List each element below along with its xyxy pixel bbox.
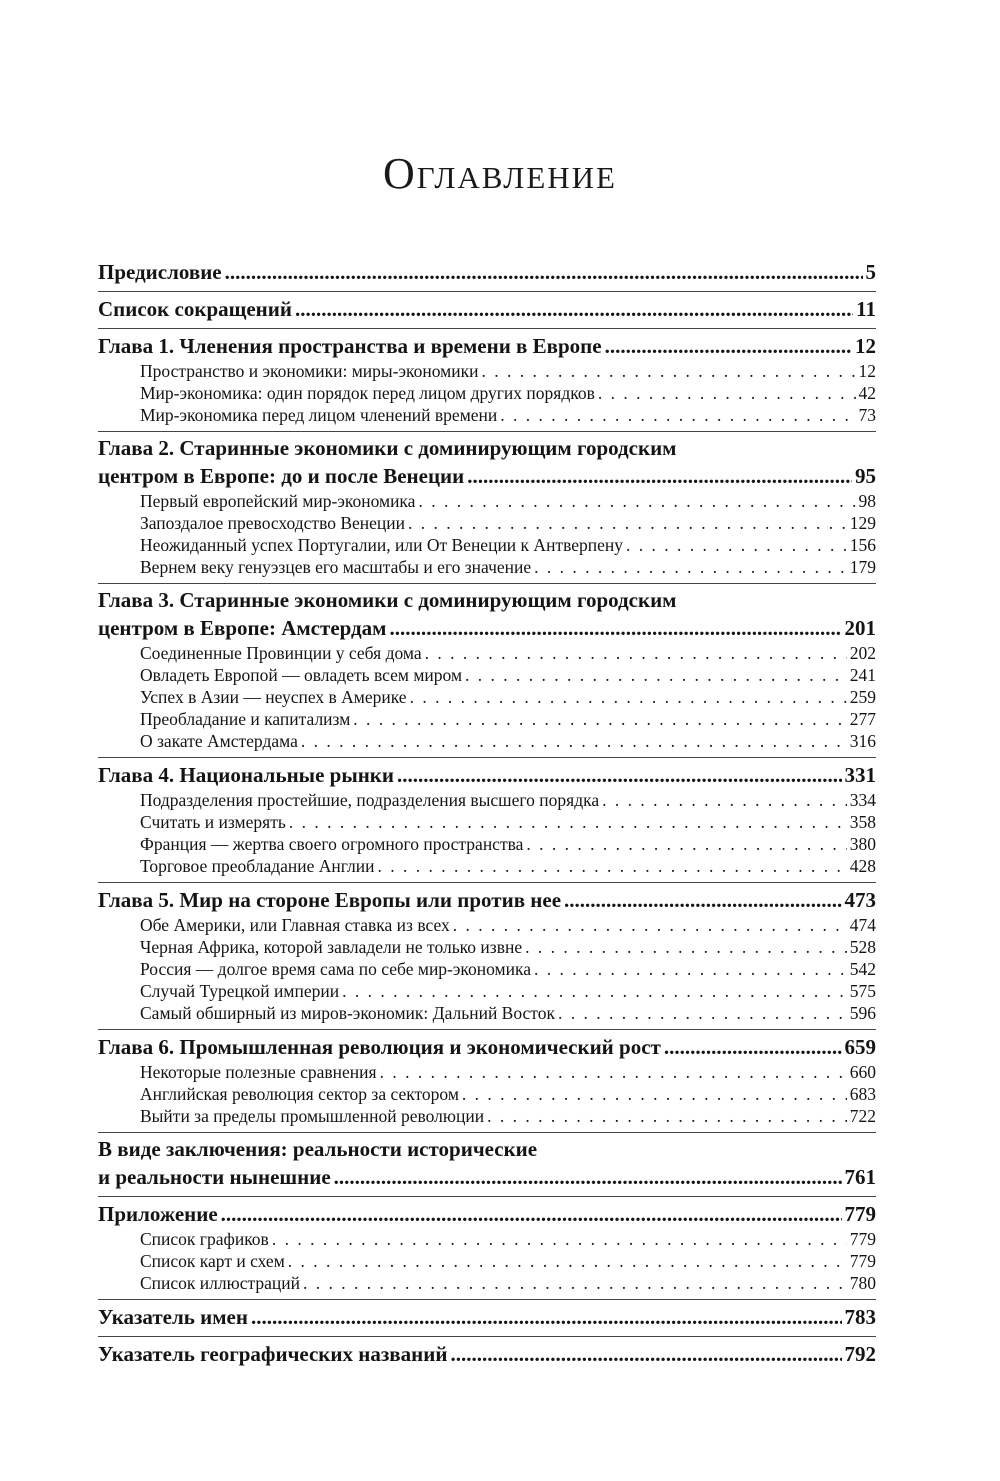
toc-sub-entry-line [98,855,876,877]
toc-sub-entry-page: 202 [849,643,876,663]
toc-sub-entry-title: Обе Америки, или Главная ставка из всех [140,915,450,935]
toc-main-entry-line [98,1200,876,1228]
toc-sub-entry-line [98,1105,876,1127]
toc-sub-entry-line [98,811,876,833]
toc-sub-entry-page: 129 [849,513,876,533]
toc-main-entry-title-lead: В виде заключения: реальности исторические [98,1137,538,1161]
toc-main-entry-title: Указатель имен [98,1305,248,1329]
toc-main-entry-line [98,1340,876,1368]
toc-main-entry[interactable] [98,1033,876,1061]
dot-leader [221,1200,842,1228]
toc-sub-entry-title: Франция — жертва своего огромного пространства [140,834,524,854]
toc-sub-entry[interactable] [98,556,876,578]
toc-main-entry-title: Указатель географических названий [98,1342,448,1366]
toc-sub-entry[interactable] [98,730,876,752]
toc-sub-entry[interactable] [98,833,876,855]
toc-sub-entry-page: 542 [849,959,876,979]
toc-main-entry-title: Глава 1. Членения пространства и времени в Европе [98,334,602,358]
toc-main-entry[interactable] [98,258,876,286]
toc-main-entry[interactable] [98,1136,876,1191]
toc-main-entry[interactable] [98,587,876,642]
toc-sub-entry-page: 660 [849,1062,876,1082]
toc-sub-entry[interactable] [98,708,876,730]
toc-sub-entry-line [98,664,876,686]
toc-main-entry[interactable] [98,886,876,914]
toc-sub-entry-title: Английская революция сектор за сектором [140,1084,459,1104]
toc-sub-entry-line [98,914,876,936]
toc-sub-entry-page: 722 [849,1106,876,1126]
dot-leader [288,1250,847,1272]
toc-sub-entry-page: 528 [849,937,876,957]
toc-sub-entry-page: 474 [849,915,876,935]
dot-leader [450,1340,841,1368]
toc-main-entry-title: Приложение [98,1202,218,1226]
dot-leader [481,360,855,382]
dot-leader [465,664,847,686]
toc-main-entry[interactable] [98,1340,876,1368]
toc-sub-entry-title: Список иллюстраций [140,1273,300,1293]
toc-main-entry-line [98,614,876,642]
toc-sub-entry-line [98,936,876,958]
toc-group [98,761,876,879]
dot-leader [380,1061,847,1083]
toc-main-entry[interactable] [98,1303,876,1331]
toc-sub-entry[interactable] [98,914,876,936]
dot-leader [334,1163,842,1191]
toc-main-entry-lead-line [98,587,876,614]
toc-sub-entry-page: 334 [849,790,876,810]
toc-sub-entry[interactable] [98,1002,876,1024]
toc-sub-entry-page: 12 [858,361,876,381]
toc-sub-entry-page: 380 [849,834,876,854]
toc-sub-entry-page: 42 [858,383,876,403]
dot-leader [301,730,847,752]
toc-sub-entry[interactable] [98,642,876,664]
toc-main-entry-title: Предисловие [98,260,222,284]
toc-sub-entry-title: Считать и измерять [140,812,286,832]
toc-sub-entry-page: 428 [849,856,876,876]
page-title: Оглавление [383,149,617,198]
toc-main-entry-page: 761 [844,1165,876,1189]
dot-leader [378,855,847,877]
dot-leader [525,936,847,958]
toc-sub-entry-line [98,789,876,811]
toc-sub-entry[interactable] [98,1061,876,1083]
toc-sub-entry-line [98,404,876,426]
toc-main-entry-title-lead: Глава 2. Старинные экономики с доминирующим городским [98,436,677,460]
toc-group [98,587,876,754]
toc-sub-entry[interactable] [98,404,876,426]
toc-sub-entry-line [98,1002,876,1024]
toc-sub-entry-page: 779 [849,1251,876,1271]
section-divider [98,1336,876,1337]
toc-main-entry-page: 659 [844,1035,876,1059]
toc-main-entry-page: 779 [844,1202,876,1226]
toc-sub-entry[interactable] [98,855,876,877]
dot-leader [289,811,847,833]
toc-sub-entry-line [98,382,876,404]
toc-sub-entry-title: Черная Африка, которой завладели не только извне [140,937,523,957]
toc-sub-entry[interactable] [98,789,876,811]
toc-main-entry-title: Глава 4. Национальные рынки [98,763,395,787]
toc-sub-entry-title: Случай Турецкой империи [140,981,340,1001]
toc-sub-entry-page: 277 [849,709,876,729]
toc-sub-entry-title: Пространство и экономики: миры-экономики [140,361,479,381]
toc-group [98,1200,876,1296]
toc-main-entry-title: Глава 5. Мир на стороне Европы или против нее [98,888,562,912]
toc-sub-entry[interactable] [98,686,876,708]
toc-main-entry-title-lead: Глава 3. Старинные экономики с доминирующим городским [98,588,677,612]
toc-sub-entry-line [98,490,876,512]
toc-sub-entry-title: Подразделения простейшие, подразделения высшего порядка [140,790,600,810]
toc-sub-entry-line [98,1061,876,1083]
dot-leader [389,614,841,642]
section-divider [98,757,876,758]
toc-main-entry-page: 11 [856,297,876,321]
toc-group [98,258,876,288]
toc-sub-entry[interactable] [98,512,876,534]
toc-main-entry-title: Глава 6. Промышленная революция и экономический рост [98,1035,661,1059]
toc-main-entry-page: 792 [844,1342,876,1366]
section-divider [98,431,876,432]
toc-main-entry-line [98,258,876,286]
toc-sub-entry-title: Запоздалое превосходство Венеции [140,513,406,533]
dot-leader [626,534,847,556]
section-divider [98,882,876,883]
toc-main-entry[interactable] [98,435,876,490]
toc-sub-entry-line [98,642,876,664]
toc-sub-entry[interactable] [98,382,876,404]
toc-main-entry-title: и реальности нынешние [98,1165,331,1189]
toc-main-entry-page: 201 [844,616,876,640]
dot-leader [418,490,855,512]
dot-leader [564,886,841,914]
toc-sub-entry-line [98,1250,876,1272]
toc-sub-entry-title: Успех в Азии — неуспех в Америке [140,687,407,707]
dot-leader [453,914,847,936]
toc-sub-entry-title: Самый обширный из миров-экономик: Дальний Восток [140,1003,555,1023]
toc-sub-entry-title: Неожиданный успех Португалии, или От Венеции к Антверпену [140,535,624,555]
toc-sub-entry[interactable] [98,360,876,382]
dot-leader [462,1083,847,1105]
toc-sub-entry-title: Овладеть Европой — овладеть всем миром [140,665,463,685]
toc-sub-entry[interactable] [98,1272,876,1294]
toc-sub-entry-title: Выйти за пределы промышленной революции [140,1106,485,1126]
dot-leader [602,789,847,811]
toc-sub-entry[interactable] [98,936,876,958]
toc-sub-entry[interactable] [98,1228,876,1250]
dot-leader [225,258,863,286]
toc-sub-entry-title: Список карт и схем [140,1251,285,1271]
toc-main-entry-line [98,1303,876,1331]
toc-group [98,1033,876,1129]
toc-main-entry[interactable] [98,332,876,360]
toc-group [98,332,876,428]
toc-group [98,1340,876,1370]
toc-sub-entry-title: О закате Амстердама [140,731,298,751]
toc-main-entry-lead-line [98,1136,876,1163]
toc-sub-entry-title: Список графиков [140,1229,269,1249]
toc-main-entry[interactable] [98,295,876,323]
dot-leader [303,1272,847,1294]
section-divider [98,1132,876,1133]
toc-sub-entry[interactable] [98,980,876,1002]
dot-leader [598,382,856,404]
toc-sub-entry-line [98,534,876,556]
dot-leader [487,1105,847,1127]
toc-main-entry-title: центром в Европе: Амстердам [98,616,387,640]
dot-leader [558,1002,847,1024]
toc-main-entry-page: 5 [865,260,876,284]
toc-main-entry-page: 95 [855,464,876,488]
toc-main-entry-page: 331 [844,763,876,787]
toc-sub-entry-line [98,708,876,730]
toc-sub-entry-line [98,1272,876,1294]
section-divider [98,583,876,584]
toc-sub-entry-page: 73 [858,405,876,425]
toc-main-entry-line [98,761,876,789]
toc-main-entry-page: 12 [855,334,876,358]
toc-sub-entry-title: Соединенные Провинции у себя дома [140,643,422,663]
dot-leader [500,404,855,426]
toc-sub-entry[interactable] [98,1083,876,1105]
toc-sub-entry-line [98,1228,876,1250]
toc-group [98,295,876,325]
toc-sub-entry-line [98,833,876,855]
toc-group [98,1136,876,1193]
dot-leader [251,1303,842,1331]
toc-sub-entry-page: 156 [849,535,876,555]
toc-sub-entry-line [98,686,876,708]
table-of-contents [98,258,876,1370]
toc-sub-entry-page: 98 [858,491,876,511]
toc-group [98,435,876,580]
dot-leader [526,833,846,855]
toc-sub-entry-page: 779 [849,1229,876,1249]
toc-sub-entry-title: Торговое преобладание Англии [140,856,375,876]
toc-sub-entry-title: Мир-экономика: один порядок перед лицом других порядков [140,383,595,403]
toc-main-entry-line [98,1033,876,1061]
toc-sub-entry-page: 179 [849,557,876,577]
toc-main-entry-line [98,332,876,360]
toc-sub-entry-line [98,360,876,382]
toc-main-entry[interactable] [98,761,876,789]
dot-leader [425,642,847,664]
toc-sub-entry-title: Россия — долгое время сама по себе мир-экономика [140,959,531,979]
toc-group [98,886,876,1026]
dot-leader [664,1033,842,1061]
toc-sub-entry[interactable] [98,664,876,686]
toc-main-entry-lead-line [98,435,876,462]
toc-sub-entry-title: Мир-экономика перед лицом членений времени [140,405,498,425]
toc-sub-entry-page: 316 [849,731,876,751]
toc-sub-entry[interactable] [98,490,876,512]
section-divider [98,328,876,329]
toc-sub-entry-page: 683 [849,1084,876,1104]
toc-group [98,1303,876,1333]
toc-sub-entry[interactable] [98,811,876,833]
dot-leader [272,1228,847,1250]
section-divider [98,1299,876,1300]
dot-leader [534,958,847,980]
toc-sub-entry[interactable] [98,534,876,556]
dot-leader [534,556,847,578]
toc-main-entry-line [98,462,876,490]
toc-sub-entry-page: 358 [849,812,876,832]
toc-sub-entry[interactable] [98,1250,876,1272]
toc-sub-entry-line [98,730,876,752]
toc-main-entry-page: 783 [844,1305,876,1329]
dot-leader [295,295,853,323]
toc-main-entry[interactable] [98,1200,876,1228]
dot-leader [397,761,841,789]
toc-sub-entry-page: 780 [849,1273,876,1293]
toc-sub-entry[interactable] [98,1105,876,1127]
toc-main-entry-line [98,1163,876,1191]
dot-leader [410,686,847,708]
dot-leader [353,708,846,730]
dot-leader [342,980,847,1002]
section-divider [98,1196,876,1197]
toc-main-entry-line [98,886,876,914]
toc-main-entry-page: 473 [844,888,876,912]
toc-sub-entry[interactable] [98,958,876,980]
section-divider [98,291,876,292]
dot-leader [408,512,847,534]
toc-sub-entry-page: 575 [849,981,876,1001]
toc-sub-entry-line [98,512,876,534]
toc-sub-entry-page: 259 [849,687,876,707]
toc-sub-entry-title: Первый европейский мир-экономика [140,491,416,511]
dot-leader [605,332,852,360]
toc-sub-entry-page: 241 [849,665,876,685]
toc-main-entry-line [98,295,876,323]
section-divider [98,1029,876,1030]
toc-sub-entry-line [98,1083,876,1105]
toc-sub-entry-title: Некоторые полезные сравнения [140,1062,377,1082]
toc-sub-entry-title: Преобладание и капитализм [140,709,351,729]
toc-sub-entry-page: 596 [849,1003,876,1023]
toc-sub-entry-title: Вернем веку генуэзцев его масштабы и его значение [140,557,532,577]
dot-leader [467,462,852,490]
toc-main-entry-title: центром в Европе: до и после Венеции [98,464,465,488]
toc-sub-entry-line [98,958,876,980]
toc-main-entry-title: Список сокращений [98,297,292,321]
toc-sub-entry-line [98,556,876,578]
toc-sub-entry-line [98,980,876,1002]
